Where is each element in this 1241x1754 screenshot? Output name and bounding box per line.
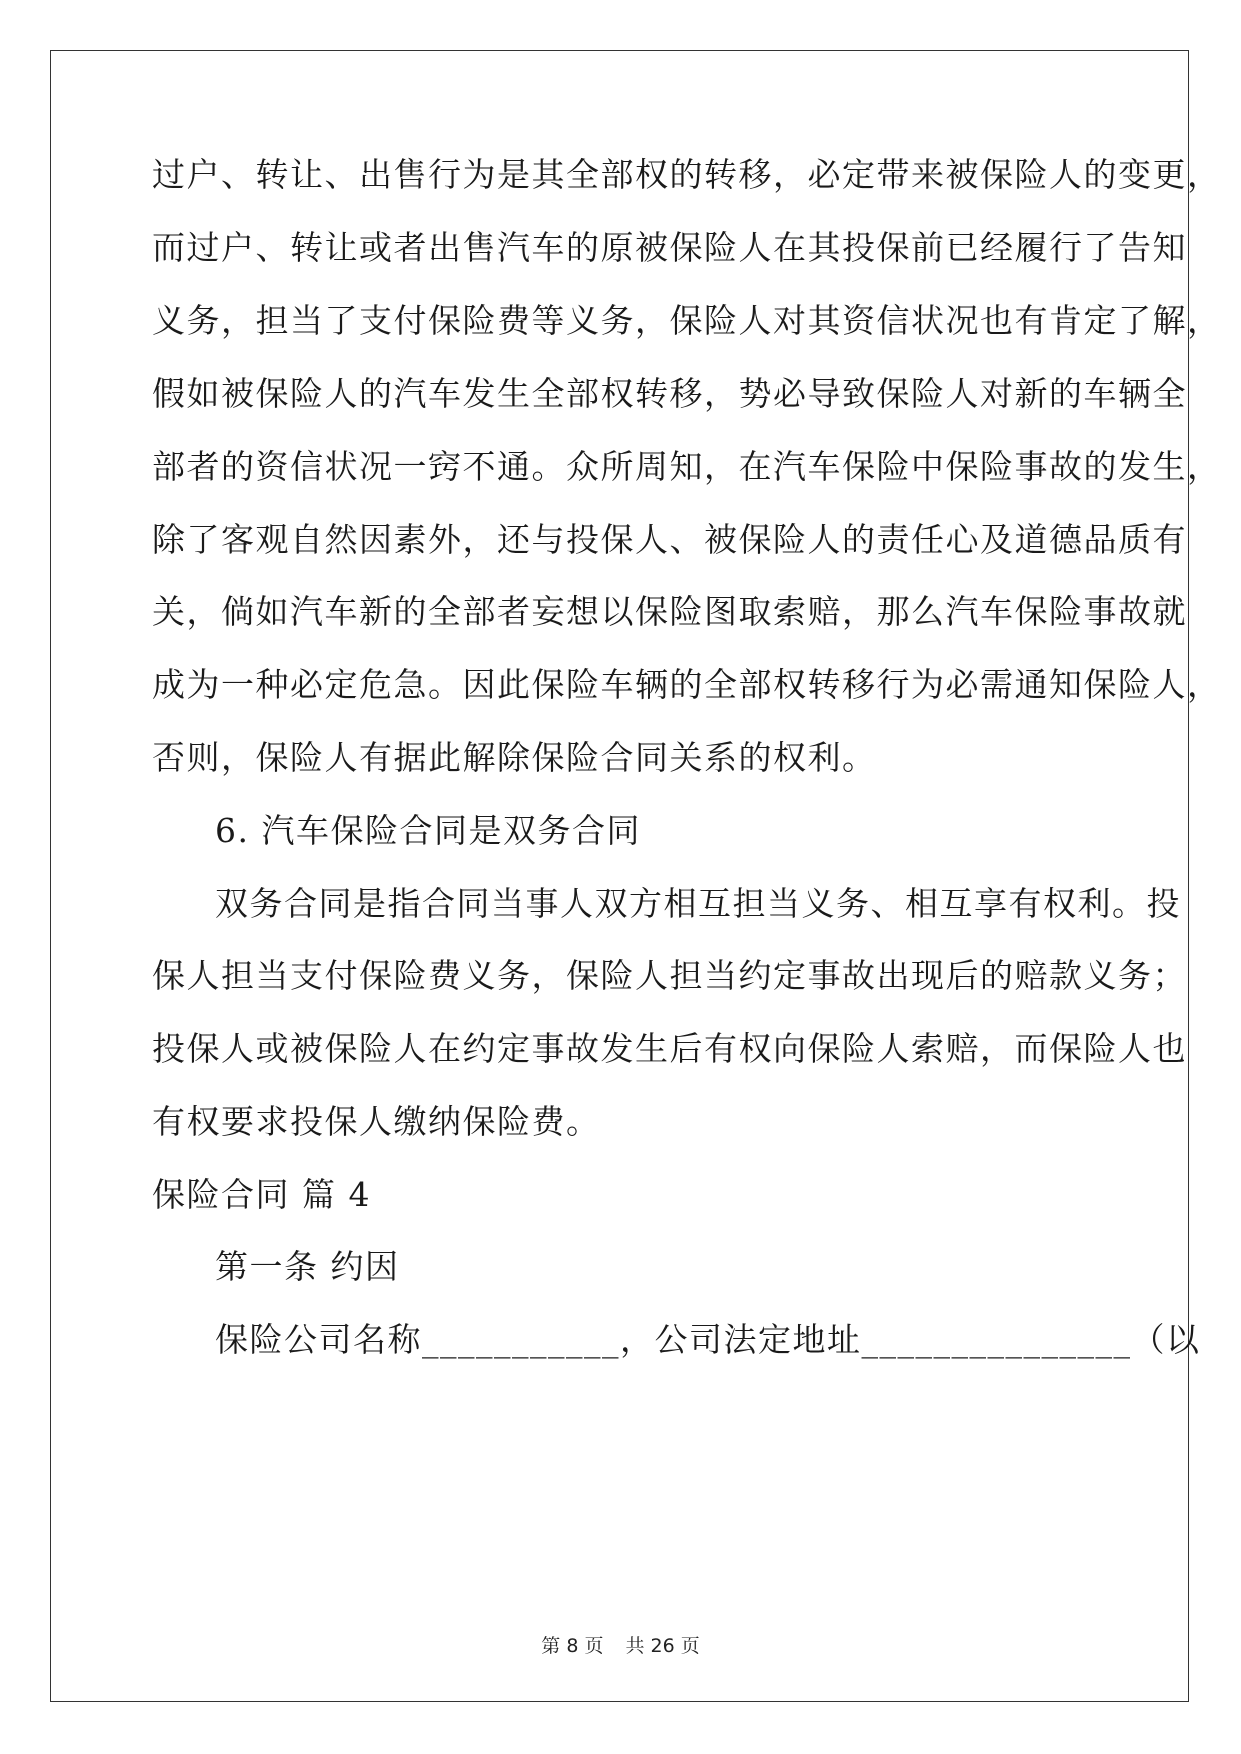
paragraph-line: 否则，保险人有据此解除保险合同关系的权利。 xyxy=(152,738,877,777)
paragraph-line: 关，倘如汽车新的全部者妄想以保险图取索赔，那么汽车保险事故就 xyxy=(152,592,1187,631)
paragraph-line: 除了客观自然因素外，还与投保人、被保险人的责任心及道德品质有 xyxy=(152,520,1187,559)
paragraph-line: 部者的资信状况一窍不通。众所周知，在汽车保险中保险事故的发生， xyxy=(152,447,1222,486)
page-border xyxy=(50,50,1222,1702)
paragraph-line: 双务合同是指合同当事人双方相互担当义务、相互享有权利。投 xyxy=(215,884,1181,923)
page-footer xyxy=(0,1634,1241,1658)
paragraph-line: 义务，担当了支付保险费等义务，保险人对其资信状况也有肯定了解， xyxy=(152,301,1222,340)
form-line: 保险公司名称___________，公司法定地址_______________（以 xyxy=(215,1320,1201,1359)
paragraph-line: 过户、转让、出售行为是其全部权的转移，必定带来被保险人的变更， xyxy=(152,155,1222,194)
paragraph-line: 而过户、转让或者出售汽车的原被保险人在其投保前已经履行了告知 xyxy=(152,228,1187,267)
article-heading: 第一条 约因 xyxy=(215,1247,400,1286)
paragraph-line: 成为一种必定危急。因此保险车辆的全部权转移行为必需通知保险人， xyxy=(152,665,1222,704)
current-page-label: 第 8 页 xyxy=(541,1635,604,1657)
paragraph-line: 假如被保险人的汽车发生全部权转移，势必导致保险人对新的车辆全 xyxy=(152,374,1187,413)
paragraph-line: 有权要求投保人缴纳保险费。 xyxy=(152,1102,601,1141)
total-pages-label: 共 26 页 xyxy=(625,1635,700,1657)
paragraph-line: 保人担当支付保险费义务，保险人担当约定事故出现后的赔款义务； xyxy=(152,956,1187,995)
section-heading: 6. 汽车保险合同是双务合同 xyxy=(215,811,641,850)
document-title: 保险合同 篇 4 xyxy=(152,1175,371,1214)
paragraph-line: 投保人或被保险人在约定事故发生后有权向保险人索赔，而保险人也 xyxy=(152,1029,1187,1068)
